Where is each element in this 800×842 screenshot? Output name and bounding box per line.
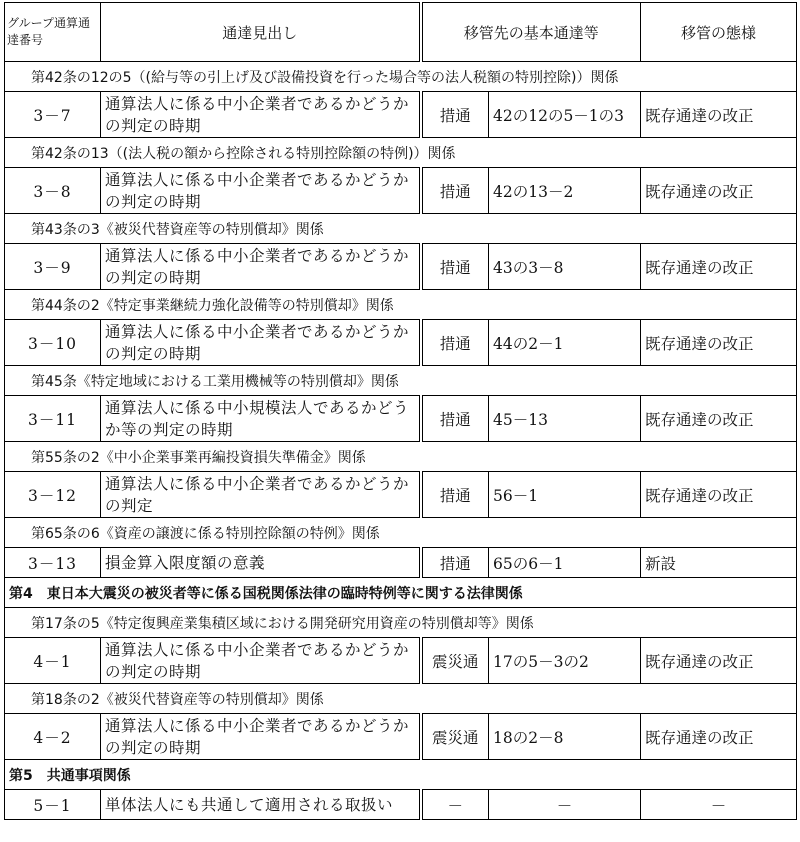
- header-group-number: グループ通算通達番号: [5, 3, 101, 62]
- article-heading-row: [5, 290, 797, 320]
- heading-cell: 通算法人に係る中小企業者であるかどうかの判定の時期: [101, 638, 421, 684]
- table-row: [5, 638, 797, 684]
- table-row: [5, 396, 797, 442]
- destination-abbr-cell: 措通: [421, 472, 489, 518]
- article-heading: 第45条《特定地域における工業用機械等の特別償却》関係: [5, 366, 797, 396]
- heading-cell: 通算法人に係る中小規模法人であるかどうか等の判定の時期: [101, 396, 421, 442]
- destination-ref-cell: 44の2－1: [489, 320, 641, 366]
- article-heading-row: [5, 62, 797, 92]
- circular-transfer-table: [4, 2, 797, 820]
- transfer-table-page: [4, 2, 796, 820]
- table-body: [5, 62, 797, 820]
- group-number-cell: 3－8: [5, 168, 101, 214]
- article-heading-row: [5, 138, 797, 168]
- heading-cell: 通算法人に係る中小企業者であるかどうかの判定: [101, 472, 421, 518]
- destination-abbr-cell: －: [421, 790, 489, 820]
- destination-abbr-cell: 措通: [421, 320, 489, 366]
- header-heading: 通達見出し: [101, 3, 421, 62]
- transfer-mode-cell: 既存通達の改正: [641, 638, 797, 684]
- destination-ref-cell: 42の12の5－1の3: [489, 92, 641, 138]
- destination-abbr-cell: 震災通: [421, 714, 489, 760]
- group-number-cell: 3－12: [5, 472, 101, 518]
- table-row: [5, 472, 797, 518]
- destination-ref-cell: 43の3－8: [489, 244, 641, 290]
- group-number-cell: 3－7: [5, 92, 101, 138]
- group-number-cell: 5－1: [5, 790, 101, 820]
- article-heading-row: [5, 518, 797, 548]
- heading-cell: 単体法人にも共通して適用される取扱い: [101, 790, 421, 820]
- destination-abbr-cell: 措通: [421, 92, 489, 138]
- group-number-cell: 4－2: [5, 714, 101, 760]
- article-heading: 第43条の3《被災代替資産等の特別償却》関係: [5, 214, 797, 244]
- article-heading: 第65条の6《資産の譲渡に係る特別控除額の特例》関係: [5, 518, 797, 548]
- heading-cell: 通算法人に係る中小企業者であるかどうかの判定の時期: [101, 92, 421, 138]
- table-row: [5, 548, 797, 578]
- heading-cell: 通算法人に係る中小企業者であるかどうかの判定の時期: [101, 320, 421, 366]
- article-heading: 第42条の13（(法人税の額から控除される特別控除額の特例)）関係: [5, 138, 797, 168]
- heading-cell: 損金算入限度額の意義: [101, 548, 421, 578]
- group-number-cell: 3－13: [5, 548, 101, 578]
- destination-ref-cell: 17の5－3の2: [489, 638, 641, 684]
- header-destination: 移管先の基本通達等: [421, 3, 641, 62]
- transfer-mode-cell: 既存通達の改正: [641, 244, 797, 290]
- article-heading-row: [5, 608, 797, 638]
- transfer-mode-cell: 既存通達の改正: [641, 396, 797, 442]
- table-row: [5, 320, 797, 366]
- header-transfer-mode: 移管の態様: [641, 3, 797, 62]
- destination-abbr-cell: 措通: [421, 548, 489, 578]
- destination-ref-cell: 65の6－1: [489, 548, 641, 578]
- destination-abbr-cell: 措通: [421, 244, 489, 290]
- destination-ref-cell: 18の2－8: [489, 714, 641, 760]
- destination-abbr-cell: 措通: [421, 396, 489, 442]
- destination-ref-cell: －: [489, 790, 641, 820]
- destination-abbr-cell: 措通: [421, 168, 489, 214]
- heading-cell: 通算法人に係る中小企業者であるかどうかの判定の時期: [101, 714, 421, 760]
- heading-cell: 通算法人に係る中小企業者であるかどうかの判定の時期: [101, 244, 421, 290]
- transfer-mode-cell: －: [641, 790, 797, 820]
- destination-abbr-cell: 震災通: [421, 638, 489, 684]
- transfer-mode-cell: 既存通達の改正: [641, 472, 797, 518]
- part-heading-row: [5, 760, 797, 790]
- article-heading: 第17条の5《特定復興産業集積区域における開発研究用資産の特別償却等》関係: [5, 608, 797, 638]
- group-number-cell: 3－9: [5, 244, 101, 290]
- article-heading-row: [5, 684, 797, 714]
- article-heading-row: [5, 366, 797, 396]
- part-heading-row: [5, 578, 797, 608]
- group-number-cell: 4－1: [5, 638, 101, 684]
- article-heading: 第18条の2《被災代替資産等の特別償却》関係: [5, 684, 797, 714]
- destination-ref-cell: 42の13－2: [489, 168, 641, 214]
- table-header-row: [5, 3, 797, 62]
- article-heading-row: [5, 442, 797, 472]
- table-row: [5, 790, 797, 820]
- transfer-mode-cell: 既存通達の改正: [641, 92, 797, 138]
- transfer-mode-cell: 既存通達の改正: [641, 714, 797, 760]
- article-heading-row: [5, 214, 797, 244]
- destination-ref-cell: 56－1: [489, 472, 641, 518]
- transfer-mode-cell: 既存通達の改正: [641, 168, 797, 214]
- article-heading: 第42条の12の5（(給与等の引上げ及び設備投資を行った場合等の法人税額の特別控除)）関係: [5, 62, 797, 92]
- table-row: [5, 168, 797, 214]
- table-row: [5, 244, 797, 290]
- group-number-cell: 3－10: [5, 320, 101, 366]
- article-heading: 第44条の2《特定事業継続力強化設備等の特別償却》関係: [5, 290, 797, 320]
- part-heading: 第5 共通事項関係: [5, 760, 797, 790]
- transfer-mode-cell: 新設: [641, 548, 797, 578]
- table-row: [5, 92, 797, 138]
- part-heading: 第4 東日本大震災の被災者等に係る国税関係法律の臨時特例等に関する法律関係: [5, 578, 797, 608]
- destination-ref-cell: 45－13: [489, 396, 641, 442]
- table-row: [5, 714, 797, 760]
- transfer-mode-cell: 既存通達の改正: [641, 320, 797, 366]
- article-heading: 第55条の2《中小企業事業再編投資損失準備金》関係: [5, 442, 797, 472]
- heading-cell: 通算法人に係る中小企業者であるかどうかの判定の時期: [101, 168, 421, 214]
- group-number-cell: 3－11: [5, 396, 101, 442]
